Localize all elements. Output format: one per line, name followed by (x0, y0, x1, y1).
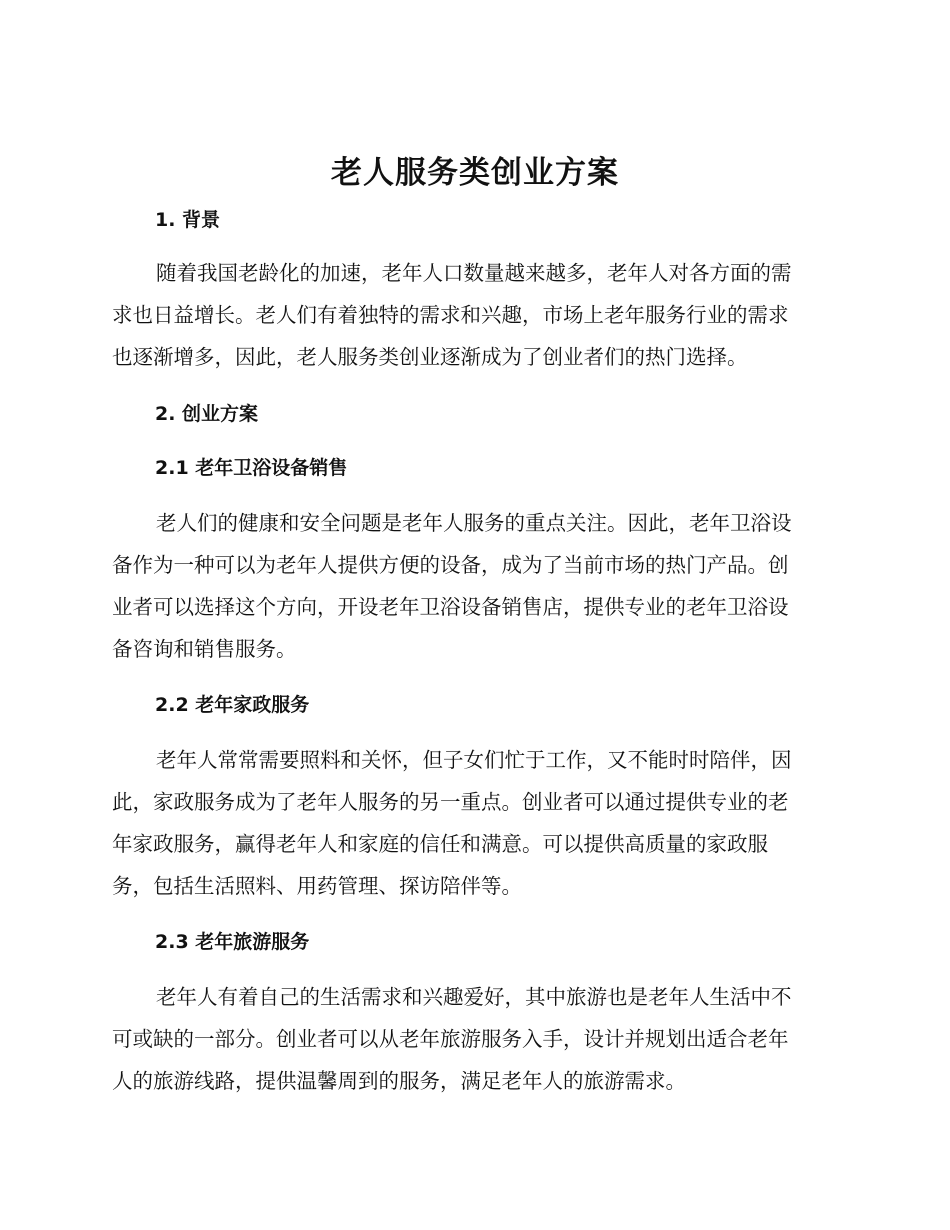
paragraph-line: 务，包括生活照料、用药管理、探访陪伴等。 (112, 874, 522, 898)
section-heading-travel: 2.3 老年旅游服务 (155, 931, 310, 953)
paragraph-housekeeping (112, 739, 838, 907)
section-heading-business-plan: 2. 创业方案 (155, 403, 259, 425)
paragraph-line: 业者可以选择这个方向，开设老年卫浴设备销售店，提供专业的老年卫浴设 (112, 595, 789, 619)
paragraph-line: 随着我国老龄化的加速，老年人口数量越来越多，老年人对各方面的需 (156, 261, 792, 285)
paragraph-line: 备咨询和销售服务。 (112, 637, 297, 661)
paragraph-line: 老人们的健康和安全问题是老年人服务的重点关注。因此，老年卫浴设 (156, 511, 792, 535)
paragraph-line: 求也日益增长。老人们有着独特的需求和兴趣，市场上老年服务行业的需求 (112, 303, 789, 327)
paragraph-line: 老年人有着自己的生活需求和兴趣爱好，其中旅游也是老年人生活中不 (156, 985, 792, 1009)
paragraph-line: 可或缺的一部分。创业者可以从老年旅游服务入手，设计并规划出适合老年 (112, 1027, 789, 1051)
paragraph-background (112, 252, 838, 378)
paragraph-line: 年家政服务，赢得老年人和家庭的信任和满意。可以提供高质量的家政服 (112, 832, 768, 856)
section-heading-housekeeping: 2.2 老年家政服务 (155, 694, 310, 716)
paragraph-line: 人的旅游线路，提供温馨周到的服务，满足老年人的旅游需求。 (112, 1069, 686, 1093)
section-heading-bathroom-equipment: 2.1 老年卫浴设备销售 (155, 457, 348, 479)
paragraph-line: 老年人常常需要照料和关怀，但子女们忙于工作，又不能时时陪伴，因 (156, 748, 792, 772)
section-heading-background: 1. 背景 (155, 209, 221, 231)
paragraph-line: 也逐渐增多，因此，老人服务类创业逐渐成为了创业者们的热门选择。 (112, 345, 748, 369)
paragraph-travel (112, 976, 838, 1102)
document-title: 老人服务类创业方案 (331, 155, 619, 191)
paragraph-bathroom-equipment (112, 502, 838, 670)
paragraph-line: 此，家政服务成为了老年人服务的另一重点。创业者可以通过提供专业的老 (112, 790, 789, 814)
paragraph-line: 备作为一种可以为老年人提供方便的设备，成为了当前市场的热门产品。创 (112, 553, 789, 577)
